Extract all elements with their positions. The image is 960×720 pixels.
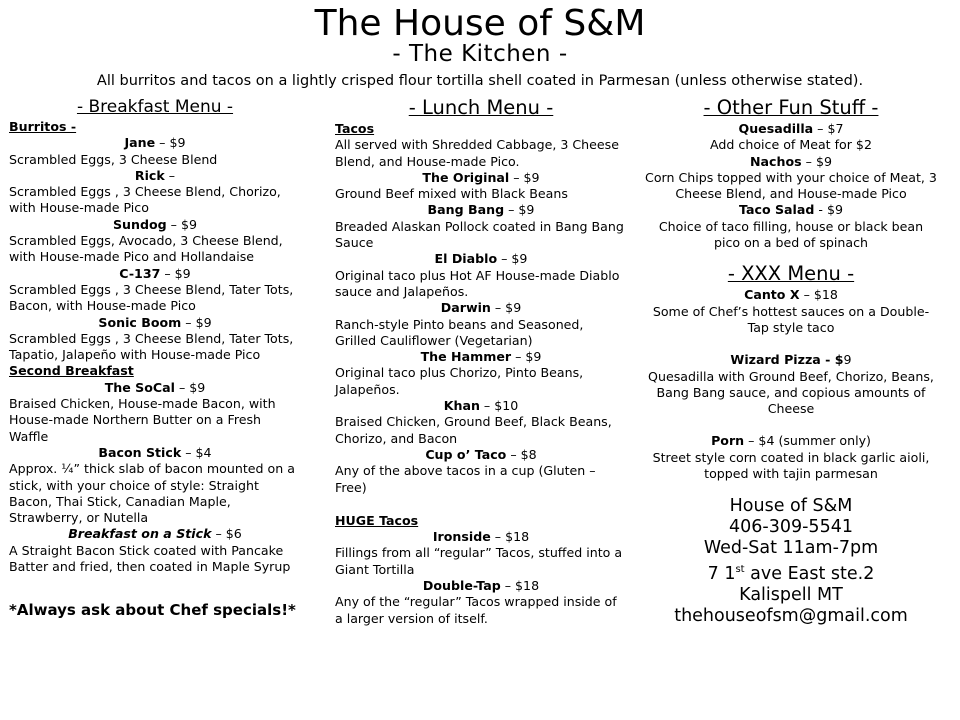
other-heading: - Other Fun Stuff - xyxy=(703,96,879,119)
menu-item xyxy=(645,433,937,482)
item-name: Wizard Pizza - $ xyxy=(730,352,844,368)
item-description: Choice of taco filling, house or black bean pico on a bed of spinach xyxy=(658,218,924,251)
burritos-section-title: Burritos - xyxy=(9,119,77,134)
menu-item xyxy=(645,202,937,251)
item-description: Some of Chef’s hottest sauces on a Double-Tap style taco xyxy=(652,303,930,335)
item-name: Canto X xyxy=(744,287,800,303)
other-column xyxy=(645,97,937,627)
item-name: Sundog xyxy=(112,216,167,232)
contact-phone[interactable]: 406-309-5541 xyxy=(729,517,853,538)
contact-hours: Wed-Sat 11am-7pm xyxy=(703,538,879,559)
lunch-heading: - Lunch Menu - xyxy=(408,96,554,119)
menu-item xyxy=(335,251,627,300)
breakfast-column xyxy=(9,97,301,619)
menu-item xyxy=(9,445,301,526)
item-name: Taco Salad xyxy=(739,202,815,218)
item-price: – $10 xyxy=(479,398,519,414)
item-description: Approx. ¼” thick slab of bacon mounted on a stick, with your choice of style: Straight Bacon, Thai Stick, Canadian Maple, Strawberry, or Nutella xyxy=(9,461,295,526)
item-description: Add choice of Meat for $2 xyxy=(710,137,872,153)
spacer xyxy=(335,496,627,513)
contact-block xyxy=(645,496,937,627)
item-description: Ground Beef mixed with Black Beans xyxy=(335,186,568,202)
item-description: Original taco plus Chorizo, Pinto Beans, Jalapeños. xyxy=(335,365,584,397)
item-price: – $8 xyxy=(506,446,537,462)
item-price: – $4 (summer only) xyxy=(744,433,871,449)
huge-tacos-section-title: HUGE Tacos xyxy=(335,512,419,528)
menu-item xyxy=(645,352,937,417)
menu-item xyxy=(645,121,937,154)
item-name: Nachos xyxy=(750,153,802,169)
item-name: Sonic Boom xyxy=(98,314,182,330)
item-name: C-137 xyxy=(119,265,161,281)
item-price: – $9 xyxy=(160,265,191,281)
menu-intro: All burritos and tacos on a lightly crisped flour tortilla shell coated in Parmesan (unless otherwise stated). xyxy=(96,73,864,89)
contact-city: Kalispell MT xyxy=(739,585,843,606)
item-name: El Diablo xyxy=(434,251,498,267)
item-price: – $9 xyxy=(511,349,542,365)
item-description: Any of the above tacos in a cup (Gluten – Free) xyxy=(335,463,596,495)
spacer xyxy=(645,417,937,433)
item-description: Street style corn coated in black garlic aioli, topped with tajin parmesan xyxy=(652,449,930,482)
breakfast-heading: - Breakfast Menu - xyxy=(76,97,234,117)
item-description: Scrambled Eggs , 3 Cheese Blend, Chorizo, with House-made Pico xyxy=(9,184,281,216)
item-name: Khan xyxy=(443,398,480,414)
contact-name: House of S&M xyxy=(729,496,853,517)
item-description: Original taco plus Hot AF House-made Diablo sauce and Jalapeños. xyxy=(335,267,620,299)
item-description: Scrambled Eggs, Avocado, 3 Cheese Blend, with House-made Pico and Hollandaise xyxy=(9,233,283,265)
item-name: Breakfast on a Stick xyxy=(68,526,212,542)
item-price: – $9 xyxy=(801,153,832,169)
menu-item xyxy=(9,380,301,445)
item-description: Scrambled Eggs , 3 Cheese Blend, Tater Tots, Tapatio, Jalapeño with House-made Pico xyxy=(9,330,294,363)
chef-specials-note: *Always ask about Chef specials!* xyxy=(9,601,296,620)
item-description: Scrambled Eggs, 3 Cheese Blend xyxy=(9,151,218,167)
item-price: – $9 xyxy=(504,202,535,218)
item-name: Bacon Stick xyxy=(98,444,182,460)
xxx-heading: - XXX Menu - xyxy=(727,262,855,286)
item-price: – $4 xyxy=(181,444,212,460)
tacos-section-description: All served with Shredded Cabbage, 3 Cheese Blend, and House-made Pico. xyxy=(335,137,619,169)
item-name: Ironside xyxy=(432,529,491,545)
item-name: Jane xyxy=(124,135,156,151)
item-price: – $9 xyxy=(166,216,198,232)
item-price: – $9 xyxy=(181,314,212,330)
menu-item xyxy=(9,266,301,315)
contact-email[interactable]: thehouseofsm@gmail.com xyxy=(674,606,908,627)
item-price: - $9 xyxy=(814,202,843,218)
item-price: 9 xyxy=(843,352,852,368)
item-price: – $9 xyxy=(155,135,186,151)
item-name: Cup o’ Taco xyxy=(425,446,507,462)
menu-item xyxy=(335,349,627,398)
spacer xyxy=(645,336,937,352)
menu-item xyxy=(335,529,627,578)
item-price: – xyxy=(164,167,176,183)
menu-item xyxy=(645,287,937,336)
item-description: Scrambled Eggs , 3 Cheese Blend, Tater Tots, Bacon, with House-made Pico xyxy=(9,281,294,314)
second-breakfast-section-title: Second Breakfast xyxy=(9,363,134,379)
item-price: – $9 xyxy=(509,169,540,185)
item-price: – $7 xyxy=(813,121,844,136)
item-price: – $9 xyxy=(497,251,528,267)
item-price: – $18 xyxy=(500,578,540,594)
item-price: – $18 xyxy=(799,287,838,303)
menu-item xyxy=(9,135,301,168)
item-description: Quesadilla with Ground Beef, Chorizo, Beans, Bang Bang sauce, and copious amounts of Cheese xyxy=(648,368,934,417)
item-price: – $18 xyxy=(490,529,530,545)
menu-item xyxy=(645,154,937,203)
item-name: The Hammer xyxy=(420,349,512,365)
item-name: The Original xyxy=(422,169,510,185)
menu-subtitle: - The Kitchen - xyxy=(392,41,568,67)
item-name: The SoCal xyxy=(104,379,175,395)
item-description: Fillings from all “regular” Tacos, stuffed into a Giant Tortilla xyxy=(335,545,623,577)
menu-item xyxy=(9,315,301,364)
item-name: Rick xyxy=(134,167,165,183)
item-description: Any of the “regular” Tacos wrapped inside of a larger version of itself. xyxy=(335,594,617,626)
menu-item xyxy=(335,170,627,203)
menu-item xyxy=(335,202,627,251)
item-description: Corn Chips topped with your choice of Meat, 3 Cheese Blend, and House-made Pico xyxy=(645,169,937,202)
item-description: Braised Chicken, House-made Bacon, with House-made Northern Butter on a Fresh Waffle xyxy=(9,396,276,444)
item-price: – $6 xyxy=(211,526,242,542)
item-name: Bang Bang xyxy=(427,202,505,218)
item-description: Braised Chicken, Ground Beef, Black Beans, Chorizo, and Bacon xyxy=(335,414,612,446)
item-description: A Straight Bacon Stick coated with Pancake Batter and fried, then coated in Maple Syrup xyxy=(9,542,291,575)
menu-item xyxy=(335,300,627,349)
menu-item xyxy=(9,526,301,575)
item-description: Breaded Alaskan Pollock coated in Bang Bang Sauce xyxy=(335,218,624,251)
menu-item xyxy=(335,578,627,627)
tacos-section-title: Tacos xyxy=(335,121,375,136)
item-name: Quesadilla xyxy=(738,121,814,136)
item-name: Darwin xyxy=(440,300,491,316)
contact-address: 7 1st ave East ste.2 xyxy=(707,564,875,585)
item-name: Double-Tap xyxy=(422,578,501,594)
menu-item xyxy=(335,398,627,447)
item-description: Ranch-style Pinto beans and Seasoned, Grilled Cauliflower (Vegetarian) xyxy=(335,316,584,348)
menu-item xyxy=(9,217,301,266)
lunch-column xyxy=(335,97,627,627)
item-price: – $9 xyxy=(490,300,522,316)
menu-title: The House of S&M xyxy=(314,3,646,44)
item-name: Porn xyxy=(711,433,745,449)
menu-item xyxy=(335,447,627,496)
menu-item xyxy=(9,168,301,217)
item-price: – $9 xyxy=(174,379,206,395)
